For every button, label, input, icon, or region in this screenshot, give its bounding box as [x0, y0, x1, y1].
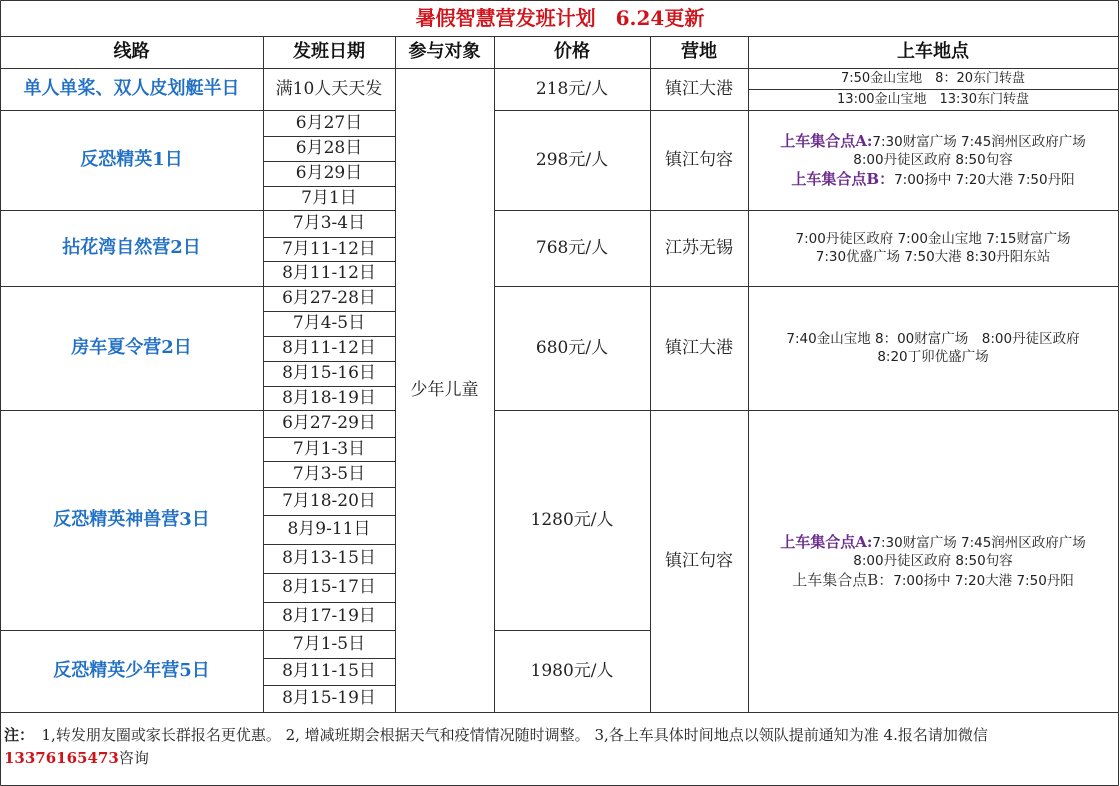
- camp-cell: 镇江大港: [665, 78, 733, 99]
- pickup-line: 7:50金山宝地 8：20东门转盘: [840, 70, 1025, 86]
- departure-date: 8月11-15日: [282, 661, 376, 682]
- header-dates: 发班日期: [293, 41, 365, 63]
- departure-date: 8月11-12日: [282, 338, 376, 359]
- departure-date: 6月27日: [295, 112, 363, 133]
- camp-cell: 江苏无锡: [665, 237, 733, 258]
- pickup-cell: [748, 210, 1118, 286]
- departure-date: 8月15-16日: [282, 363, 376, 384]
- route-name: 反恐精英1日: [80, 149, 183, 171]
- route-name: 反恐精英少年营5日: [53, 660, 210, 682]
- pickup-line: [877, 348, 988, 366]
- route-name: 房车夏令营2日: [71, 337, 192, 359]
- pickup-line: [791, 169, 1074, 189]
- departure-date: 6月28日: [295, 138, 363, 159]
- pickup-times: 7:40金山宝地 8：00财富广场 8:00丹徒区政府: [786, 330, 1080, 347]
- audience-cell: 少年儿童: [410, 379, 479, 400]
- pickup-point-label: 上车集合点A:: [780, 131, 873, 150]
- route-name: 拈花湾自然营2日: [62, 237, 201, 259]
- departure-date: 7月3-5日: [292, 463, 366, 484]
- departure-date: 8月15-19日: [282, 688, 376, 709]
- departure-date: 6月27-29日: [282, 413, 376, 434]
- pickup-line: [853, 151, 1012, 169]
- pickup-times: 7:00扬中 7:20大港 7:50丹阳: [894, 172, 1075, 189]
- route-name: 单人单桨、双人皮划艇半日: [23, 78, 240, 100]
- page-title: 暑假智慧营发班计划 6.24更新: [415, 6, 705, 30]
- departure-date: 7月1-5日: [292, 633, 366, 654]
- pickup-line: [816, 248, 1051, 266]
- footnote: [4, 724, 1114, 770]
- pickup-times: 8:00丹徒区政府 8:50句容: [853, 151, 1013, 168]
- pickup-cell: [748, 286, 1118, 410]
- pickup-point-label: 上车集合点B：: [792, 571, 894, 590]
- departure-date: 8月15-17日: [282, 577, 376, 598]
- header-camp: 营地: [681, 41, 717, 63]
- note-text: 1,转发朋友圈或家长群报名更优惠。 2, 增减班期会根据天气和疫情情况随时调整。 3,各上车具体时间地点以领队提前通知为准 4.报名请加微信: [26, 726, 988, 744]
- header-price: 价格: [554, 41, 590, 63]
- pickup-times: 7:00扬中 7:20大港 7:50丹阳: [893, 573, 1074, 590]
- header-audience: 参与对象: [408, 41, 481, 63]
- departure-date: 7月1日: [301, 187, 357, 208]
- pickup-line: [853, 552, 1012, 570]
- departure-date: 6月29日: [295, 163, 363, 184]
- departure-date: 8月18-19日: [282, 387, 376, 408]
- pickup-line: [792, 570, 1074, 590]
- note-suffix: 咨询: [118, 749, 149, 767]
- header-pickup: 上车地点: [897, 41, 969, 63]
- price-cell: 768元/人: [535, 237, 609, 258]
- departure-date: 7月3-4日: [292, 213, 366, 234]
- price-cell: 298元/人: [535, 149, 609, 170]
- departure-date: 7月18-20日: [282, 490, 376, 511]
- camp-cell: 镇江大港: [665, 337, 733, 358]
- departure-date: 7月4-5日: [292, 313, 366, 334]
- pickup-line: 13:00金山宝地 13:30东门转盘: [837, 91, 1029, 107]
- pickup-times: 7:30优盛广场 7:50大港 8:30丹阳东站: [815, 249, 1051, 265]
- pickup-line: [786, 330, 1079, 348]
- pickup-times: 8:00丹徒区政府 8:50句容: [853, 552, 1013, 569]
- departure-date: 8月9-11日: [287, 519, 371, 540]
- pickup-times: 7:30财富广场 7:45润州区政府广场: [872, 534, 1086, 551]
- departure-date: 8月11-12日: [282, 263, 376, 284]
- price-cell: 1980元/人: [530, 660, 614, 681]
- pickup-line: [780, 131, 1086, 151]
- pickup-point-label: 上车集合点A:: [780, 532, 873, 551]
- price-cell: 680元/人: [535, 337, 609, 358]
- camp-cell: 镇江句容: [665, 149, 733, 170]
- pickup-line: [780, 532, 1086, 552]
- pickup-line: [795, 230, 1070, 248]
- pickup-times: 7:30财富广场 7:45润州区政府广场: [872, 133, 1086, 150]
- price-cell: 218元/人: [535, 78, 609, 99]
- departure-date: 7月11-12日: [282, 238, 376, 259]
- note-label: 注：: [4, 726, 27, 744]
- pickup-times: 8:20丁卯优盛广场: [877, 349, 989, 365]
- price-cell: 1280元/人: [530, 509, 614, 530]
- pickup-point-label: 上车集合点B：: [791, 170, 895, 189]
- pickup-cell: [748, 110, 1118, 210]
- departure-date: 满10人天天发: [275, 78, 383, 99]
- header-route: 线路: [113, 41, 150, 63]
- phone-number: 13376165473: [4, 749, 119, 767]
- departure-date: 8月17-19日: [282, 605, 376, 626]
- departure-date: 7月1-3日: [292, 438, 366, 459]
- pickup-times: 7:00丹徒区政府 7:00金山宝地 7:15财富广场: [795, 230, 1071, 247]
- route-name: 反恐精英神兽营3日: [53, 509, 210, 531]
- departure-date: 6月27-28日: [282, 288, 376, 309]
- pickup-shared: [748, 410, 1118, 712]
- camp-cell-shared: 镇江句容: [665, 550, 733, 571]
- departure-date: 8月13-15日: [282, 548, 376, 569]
